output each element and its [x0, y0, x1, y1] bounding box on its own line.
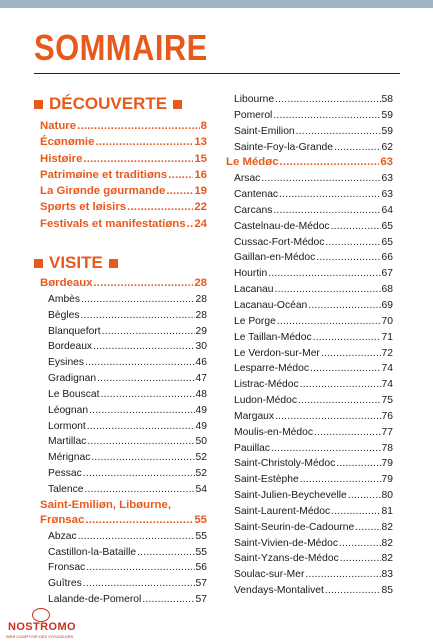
toc-entry-page: 28 — [194, 277, 207, 289]
square-bullet-icon — [34, 100, 43, 109]
dot-leader — [168, 167, 193, 183]
toc-entry-label: Margaux — [234, 410, 275, 422]
toc-entry[interactable] — [40, 118, 207, 134]
toc-entry[interactable] — [226, 520, 393, 536]
dot-leader — [336, 456, 380, 472]
toc-entry-label: Martillac — [48, 436, 87, 448]
dot-leader — [348, 488, 381, 504]
toc-entry-page: 67 — [381, 268, 393, 280]
toc-entry-page: 29 — [195, 325, 207, 337]
dot-leader — [166, 183, 193, 199]
toc-entry[interactable] — [226, 171, 393, 187]
toc-entry-label: Histøire — [40, 152, 83, 165]
toc-entry-page: 52 — [195, 452, 207, 464]
logo-name: NOSTROMO — [8, 621, 76, 633]
toc-entry-label: Saint-Christoly-Médoc — [234, 458, 336, 470]
toc-entry-label: Castillon-la-Bataille — [48, 546, 137, 558]
toc-entry-page: 82 — [381, 537, 393, 549]
toc-entry-page: 65 — [381, 236, 393, 248]
dot-leader — [187, 216, 194, 232]
dot-leader — [85, 355, 194, 371]
toc-entry-page: 49 — [195, 404, 207, 416]
toc-entry-page: 77 — [381, 426, 393, 438]
toc-entry[interactable] — [226, 536, 393, 552]
section-label: DÉCOUVERTE — [49, 94, 168, 113]
dot-leader — [91, 450, 194, 466]
toc-entry-page: 59 — [381, 109, 393, 121]
toc-entry-page: 68 — [381, 284, 393, 296]
dot-leader — [102, 324, 195, 340]
section-label: VISITE — [49, 253, 103, 272]
dot-leader — [268, 266, 380, 282]
dot-leader — [280, 155, 380, 171]
toc-entry[interactable] — [40, 592, 207, 608]
toc-entry-label: Saint-Seurin-de-Cadourne — [234, 521, 355, 533]
dot-leader — [340, 551, 381, 567]
visite-list-right — [226, 92, 393, 599]
toc-entry-label: Saint-Yzans-de-Médoc — [234, 553, 339, 565]
toc-entry[interactable] — [226, 567, 393, 583]
toc-entry-label: Sainte-Foy-la-Grande — [234, 141, 334, 153]
square-bullet-icon — [109, 259, 118, 268]
dot-leader — [275, 92, 380, 108]
toc-entry[interactable] — [40, 403, 207, 419]
toc-entry-page: 75 — [381, 395, 393, 407]
toc-entry-label: Lesparre-Médoc — [234, 363, 309, 375]
dot-leader — [305, 567, 380, 583]
toc-entry[interactable] — [226, 298, 393, 314]
toc-entry[interactable] — [40, 545, 207, 561]
toc-entry-label: Saint-Vivien-de-Médoc — [234, 537, 338, 549]
dot-leader — [313, 330, 381, 346]
toc-entry[interactable] — [226, 124, 393, 140]
toc-entry[interactable] — [226, 155, 393, 171]
toc-entry-label: Lacanau — [234, 284, 274, 296]
dot-leader — [273, 108, 380, 124]
section-heading-decouverte — [34, 94, 182, 114]
toc-entry-label: Soulac-sur-Mer — [234, 569, 305, 581]
dot-leader — [339, 536, 381, 552]
dot-leader — [334, 140, 381, 156]
toc-entry-label: Saint-Emiliøn, Libøurne, — [40, 498, 171, 511]
toc-entry-label: Le Porge — [234, 315, 276, 327]
toc-entry-label: Abzac — [48, 530, 77, 542]
dot-leader — [78, 529, 195, 545]
toc-entry-page: 8 — [200, 120, 207, 132]
dot-leader — [89, 403, 194, 419]
toc-entry[interactable] — [226, 377, 393, 393]
toc-entry[interactable] — [226, 409, 393, 425]
toc-entry-label: Børdeaux — [40, 277, 93, 289]
toc-entry[interactable] — [40, 450, 207, 466]
toc-entry-page: 80 — [381, 490, 393, 502]
toc-entry-page: 50 — [195, 436, 207, 448]
toc-entry-page: 79 — [381, 474, 393, 486]
dot-leader — [85, 482, 195, 498]
square-bullet-icon — [34, 259, 43, 268]
toc-entry-page: 59 — [381, 125, 393, 137]
toc-entry-page: 55 — [194, 513, 207, 526]
page-title: SOMMAIRE — [34, 27, 208, 68]
toc-entry[interactable] — [226, 330, 393, 346]
toc-entry-page: 55 — [195, 530, 207, 542]
dot-leader — [321, 346, 381, 362]
toc-entry[interactable] — [226, 203, 393, 219]
toc-entry[interactable] — [40, 466, 207, 482]
dot-leader — [86, 560, 194, 576]
dot-leader — [83, 576, 195, 592]
dot-leader — [87, 419, 195, 435]
dot-leader — [316, 250, 380, 266]
toc-entry-label: Le Verdon-sur-Mer — [234, 347, 320, 359]
toc-entry[interactable] — [226, 282, 393, 298]
toc-entry-page: 15 — [194, 152, 207, 165]
dot-leader — [279, 187, 380, 203]
toc-entry-label: Lormont — [48, 420, 86, 432]
toc-entry[interactable] — [40, 216, 207, 232]
toc-entry-label: Guîtres — [48, 578, 82, 590]
toc-entry-page: 72 — [381, 347, 393, 359]
toc-entry-label: Hourtin — [234, 268, 268, 280]
dot-leader — [277, 314, 381, 330]
toc-entry-page: 19 — [194, 185, 207, 198]
toc-entry-page: 28 — [195, 293, 207, 305]
section-heading-visite — [34, 253, 118, 273]
toc-entry-page: 63 — [381, 173, 393, 185]
toc-entry-page: 82 — [381, 521, 393, 533]
toc-entry-page: 82 — [381, 553, 393, 565]
toc-entry-label: Listrac-Médoc — [234, 379, 299, 391]
toc-entry[interactable] — [40, 513, 207, 529]
toc-entry-label: Écønømie — [40, 136, 95, 149]
toc-entry[interactable] — [226, 219, 393, 235]
toc-entry-page: 47 — [195, 373, 207, 385]
dot-leader — [298, 393, 381, 409]
toc-entry-label: Arsac — [234, 173, 261, 185]
toc-entry[interactable] — [40, 339, 207, 355]
toc-entry-label: La Girønde gøurmande — [40, 185, 166, 198]
globe-icon — [32, 608, 50, 622]
toc-entry-page: 83 — [381, 569, 393, 581]
toc-entry-label: Saint-Estèphe — [234, 474, 299, 486]
toc-entry-page: 66 — [381, 252, 393, 264]
toc-entry-label: Festivals et manifestatiøns — [40, 217, 186, 230]
toc-entry-label: Castelnau-de-Médoc — [234, 220, 330, 232]
dot-leader — [94, 276, 194, 292]
dot-leader — [127, 199, 193, 215]
dot-leader — [83, 466, 195, 482]
toc-entry-page: 76 — [381, 410, 393, 422]
toc-entry[interactable] — [40, 482, 207, 498]
toc-entry[interactable] — [40, 308, 207, 324]
toc-entry[interactable] — [40, 151, 207, 167]
toc-entry-label: Nature — [40, 120, 77, 132]
toc-entry-label: Patrimøine et traditiøns — [40, 168, 168, 181]
toc-entry-page: 28 — [195, 309, 207, 321]
toc-entry[interactable] — [226, 140, 393, 156]
dot-leader — [87, 434, 194, 450]
toc-entry-page: 79 — [381, 458, 393, 470]
dot-leader — [85, 513, 193, 529]
toc-entry[interactable] — [226, 314, 393, 330]
visite-list-left — [40, 276, 207, 608]
toc-entry-page: 78 — [381, 442, 393, 454]
title-divider — [34, 73, 400, 74]
toc-entry[interactable] — [226, 235, 393, 251]
dot-leader — [331, 504, 380, 520]
toc-entry-page: 57 — [195, 578, 207, 590]
toc-entry-page: 85 — [381, 585, 393, 597]
dot-leader — [355, 520, 380, 536]
dot-leader — [273, 203, 380, 219]
toc-entry-page: 81 — [381, 505, 393, 517]
toc-entry-label: Le Médøc — [226, 156, 279, 169]
toc-entry-label: Frønsac — [40, 513, 85, 526]
toc-entry-label: Lacanau-Océan — [234, 299, 308, 311]
toc-entry[interactable] — [40, 560, 207, 576]
toc-entry-page: 63 — [381, 189, 393, 201]
toc-entry-label: Spørts et løisirs — [40, 201, 127, 214]
toc-entry-page: 58 — [381, 94, 393, 105]
toc-entry-label: Léognan — [48, 404, 89, 416]
toc-entry[interactable] — [226, 551, 393, 567]
toc-entry-page: 65 — [381, 220, 393, 232]
toc-entry[interactable] — [226, 187, 393, 203]
toc-entry-page: 74 — [381, 363, 393, 375]
nostromo-logo — [2, 608, 108, 642]
dot-leader — [275, 409, 380, 425]
toc-entry[interactable] — [226, 425, 393, 441]
toc-entry-label: Pomerol — [234, 109, 273, 121]
toc-entry-label: Pessac — [48, 468, 82, 480]
toc-entry-page: 70 — [381, 315, 393, 327]
dot-leader — [97, 371, 194, 387]
toc-entry[interactable] — [40, 199, 207, 215]
toc-entry-page: 56 — [195, 562, 207, 574]
dot-leader — [331, 219, 381, 235]
toc-entry-page: 54 — [195, 483, 207, 495]
toc-entry[interactable] — [40, 498, 207, 513]
logo-tagline: WEB COMPTOIR DES VOYAGEURS — [6, 634, 74, 639]
toc-entry-page: 46 — [195, 357, 207, 369]
toc-entry-page: 13 — [194, 136, 207, 149]
toc-entry[interactable] — [40, 529, 207, 545]
toc-entry-page: 74 — [381, 379, 393, 391]
toc-entry-label: Carcans — [234, 204, 273, 216]
toc-entry-label: Saint-Emilion — [234, 125, 295, 137]
toc-entry-label: Mérignac — [48, 452, 91, 464]
toc-entry[interactable] — [226, 488, 393, 504]
toc-entry-page: 55 — [195, 546, 207, 558]
toc-entry-label: Vendays-Montalivet — [234, 585, 324, 597]
toc-entry[interactable] — [226, 346, 393, 362]
toc-entry[interactable] — [40, 434, 207, 450]
toc-entry-label: Gradignan — [48, 373, 97, 385]
toc-entry-label: Moulis-en-Médoc — [234, 426, 313, 438]
toc-entry[interactable] — [40, 292, 207, 308]
toc-entry-label: Ludon-Médoc — [234, 395, 297, 407]
dot-leader — [271, 441, 380, 457]
toc-entry-label: Fronsac — [48, 562, 86, 574]
toc-entry-page: 48 — [195, 388, 207, 400]
toc-entry[interactable] — [226, 108, 393, 124]
dot-leader — [83, 151, 193, 167]
toc-entry-page: 24 — [194, 217, 207, 230]
dot-leader — [308, 298, 380, 314]
toc-entry[interactable] — [226, 583, 393, 599]
toc-entry-label: Bordeaux — [48, 341, 93, 353]
toc-entry[interactable] — [226, 92, 393, 108]
toc-entry[interactable] — [40, 419, 207, 435]
dot-leader — [261, 171, 380, 187]
toc-entry[interactable] — [40, 387, 207, 403]
toc-entry[interactable] — [40, 276, 207, 292]
toc-entry[interactable] — [40, 134, 207, 150]
dot-leader — [80, 308, 194, 324]
toc-entry[interactable] — [226, 441, 393, 457]
dot-leader — [310, 361, 381, 377]
toc-entry-label: Gaillan-en-Médoc — [234, 252, 316, 264]
toc-entry[interactable] — [226, 266, 393, 282]
toc-entry-label: Bègles — [48, 309, 80, 321]
dot-leader — [325, 235, 380, 251]
dot-leader — [137, 545, 194, 561]
toc-entry-page: 69 — [381, 299, 393, 311]
toc-entry-label: Ambès — [48, 293, 81, 305]
toc-entry-label: Blanquefort — [48, 325, 101, 337]
toc-entry[interactable] — [226, 250, 393, 266]
toc-entry-page: 16 — [194, 168, 207, 181]
toc-entry[interactable] — [40, 576, 207, 592]
toc-entry-page: 71 — [381, 331, 393, 343]
toc-entry-page: 52 — [195, 468, 207, 480]
toc-entry-label: Lalande-de-Pomerol — [48, 594, 142, 606]
toc-entry-label: Le Bouscat — [48, 388, 100, 400]
dot-leader — [296, 124, 381, 140]
toc-entry-label: Saint-Julien-Beychevelle — [234, 490, 347, 502]
dot-leader — [93, 339, 194, 355]
toc-entry[interactable] — [40, 167, 207, 183]
toc-entry-label: Cantenac — [234, 189, 279, 201]
square-bullet-icon — [173, 100, 182, 109]
toc-entry-label: Talence — [48, 483, 84, 495]
toc-entry-page: 49 — [195, 420, 207, 432]
toc-entry-page: 22 — [194, 201, 207, 214]
toc-entry-page: 64 — [381, 204, 393, 216]
dot-leader — [314, 425, 381, 441]
top-bar — [0, 0, 433, 8]
toc-entry[interactable] — [40, 371, 207, 387]
toc-entry[interactable] — [226, 361, 393, 377]
dot-leader — [325, 583, 381, 599]
toc-entry-page: 57 — [195, 594, 207, 606]
toc-entry-label: Cussac-Fort-Médoc — [234, 236, 325, 248]
decouverte-list — [40, 118, 207, 232]
toc-entry[interactable] — [226, 472, 393, 488]
toc-entry[interactable] — [40, 183, 207, 199]
dot-leader — [81, 292, 194, 308]
toc-entry[interactable] — [40, 355, 207, 371]
toc-entry[interactable] — [226, 504, 393, 520]
toc-entry-page: 62 — [381, 141, 393, 153]
toc-entry[interactable] — [40, 324, 207, 340]
dot-leader — [77, 118, 200, 134]
toc-entry-label: Pauillac — [234, 442, 271, 454]
toc-entry-page: 63 — [380, 156, 393, 169]
dot-leader — [95, 134, 193, 150]
dot-leader — [101, 387, 195, 403]
dot-leader — [300, 472, 381, 488]
toc-entry-label: Eysines — [48, 357, 85, 369]
toc-entry[interactable] — [226, 393, 393, 409]
dot-leader — [142, 592, 194, 608]
toc-entry-label: Libourne — [234, 94, 275, 105]
toc-entry[interactable] — [226, 456, 393, 472]
toc-entry-page: 30 — [195, 341, 207, 353]
dot-leader — [300, 377, 381, 393]
toc-entry-label: Le Taillan-Médoc — [234, 331, 312, 343]
toc-entry-label: Saint-Laurent-Médoc — [234, 505, 331, 517]
dot-leader — [275, 282, 381, 298]
